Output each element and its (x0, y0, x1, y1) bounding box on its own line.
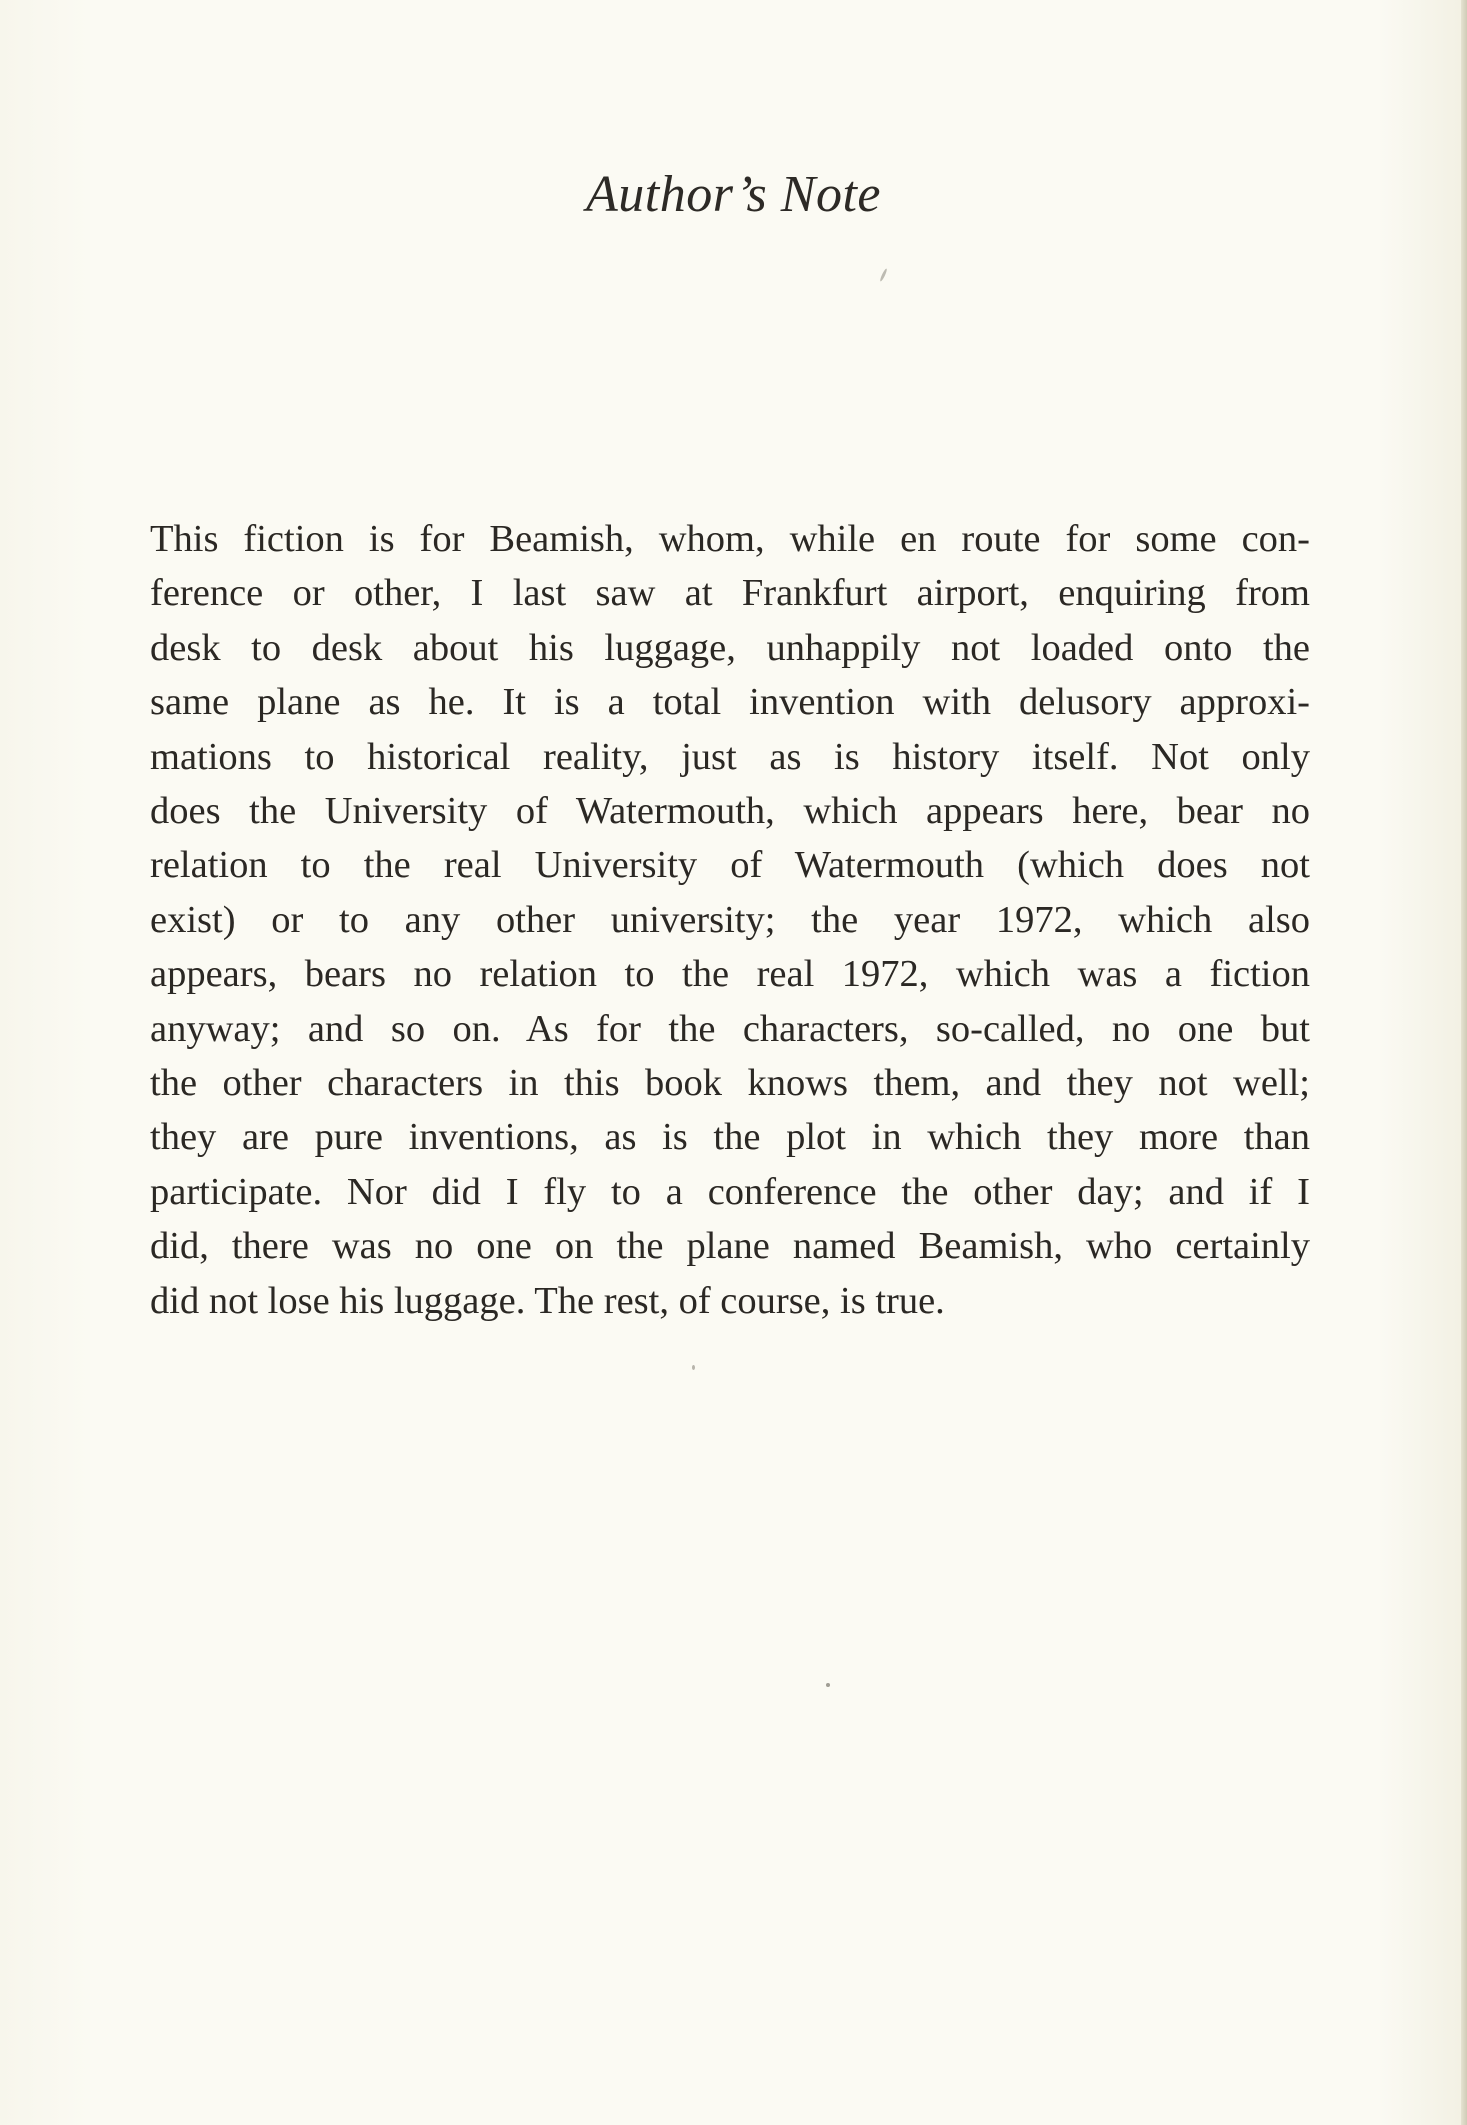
paragraph-line: relation to the real University of Watermouth (which does not (150, 844, 1310, 887)
paragraph-line: the other characters in this book knows them, and they not well; (150, 1062, 1310, 1105)
paragraph-line: does the University of Watermouth, which appears here, bear no (150, 790, 1310, 833)
paragraph-line: exist) or to any other university; the year 1972, which also (150, 898, 1310, 941)
page-title: Author’s Note (586, 166, 881, 223)
paragraph-line: appears, bears no relation to the real 1972, which was a fiction (150, 953, 1310, 996)
paragraph-line: anyway; and so on. As for the characters, so-called, no one but (150, 1007, 1310, 1050)
authors-note-paragraph (150, 512, 1310, 1328)
paragraph-line: This fiction is for Beamish, whom, while en route for some con- (150, 518, 1310, 560)
ink-speck (692, 1365, 695, 1370)
paragraph-line: they are pure inventions, as is the plot in which they more than (150, 1116, 1310, 1159)
paragraph-line: mations to historical reality, just as is history itself. Not only (150, 735, 1310, 778)
paragraph-line: desk to desk about his luggage, unhappily not loaded onto the (150, 626, 1310, 669)
paragraph-line: ference or other, I last saw at Frankfurt airport, enquiring from (150, 572, 1310, 615)
ink-speck (879, 268, 888, 282)
paragraph-line: did not lose his luggage. The rest, of course, is true. (150, 1279, 945, 1322)
paragraph-line: participate. Nor did I fly to a conference the other day; and if I (150, 1170, 1310, 1213)
ink-speck (826, 1683, 830, 1687)
page-edge-shadow (1461, 0, 1467, 2125)
paragraph-line: did, there was no one on the plane named Beamish, who certainly (150, 1225, 1310, 1268)
paragraph-line: same plane as he. It is a total invention with delusory approxi- (150, 681, 1310, 724)
